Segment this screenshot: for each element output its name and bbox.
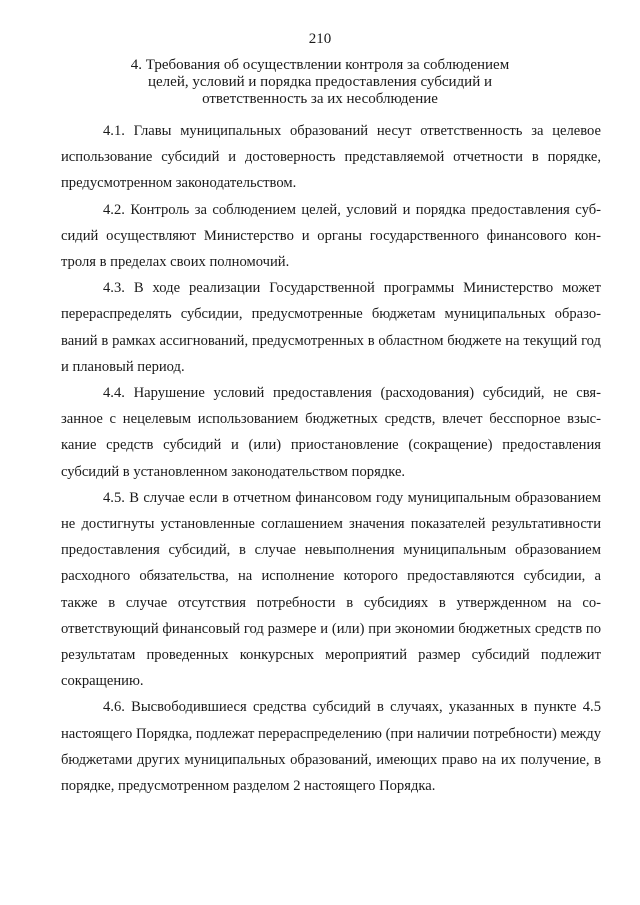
section-heading-line: 4. Требования об осуществлении контроля за соблюдением: [130, 57, 510, 73]
paragraph-4-3: 4.3. В ходе реализации Государственной программы Министерство может перераспределять субсидии, предусмотренные бюджетам муниципальных образований в рамках ассигнований, предусмотренных в областном бюджете на текущий год и плановый период.: [61, 280, 601, 375]
section-heading: [60, 57, 580, 108]
paragraph-4-5: 4.5. В случае если в отчетном финансовом году муниципальным образованием не достигнуты установленные соглашением значения показателей результативности предоставления субсидий, в случае невыполнения муниципальным образованием расходного обязательства, на исполнение которого предоставляются субсидии, а также в случае отсутствия потребности в субсидиях в утвержденном на соответствующий финансовый год размере и (или) при экономии бюджетных средств по результатам проведенных конкурсных мероприятий размер субсидий подлежит сокращению.: [61, 489, 601, 690]
paragraph-4-2: 4.2. Контроль за соблюдением целей, условий и порядка предоставления субсидий осуществляют Министерство и органы государственного финансового контроля в пределах своих полномочий.: [61, 201, 601, 271]
section-heading-line: ответственность за их несоблюдение: [202, 91, 438, 107]
section-body: [61, 118, 601, 799]
section-heading-line: целей, условий и порядка предоставления субсидий и: [147, 74, 492, 90]
paragraph-4-6: 4.6. Высвободившиеся средства субсидий в случаях, указанных в пункте 4.5 настоящего Порядка, подлежат перераспределению (при наличии потребности) между бюджетами других муниципальных образований, имеющих право на их получение, в порядке, предусмотренном разделом 2 настоящего Порядка.: [61, 699, 601, 795]
paragraph-4-1: 4.1. Главы муниципальных образований несут ответственность за целевое использование субсидий и достоверность представляемой отчетности в порядке, предусмотренном законодательством.: [61, 123, 601, 192]
page-number: 210: [308, 31, 332, 47]
paragraph-4-4: 4.4. Нарушение условий предоставления (расходования) субсидий, не связанное с нецелевым использованием бюджетных средств, влечет бесспорное взыскание средств субсидий и (или) приостановление (сокращение) предоставления субсидий в установленном законодательством порядке.: [61, 385, 601, 480]
